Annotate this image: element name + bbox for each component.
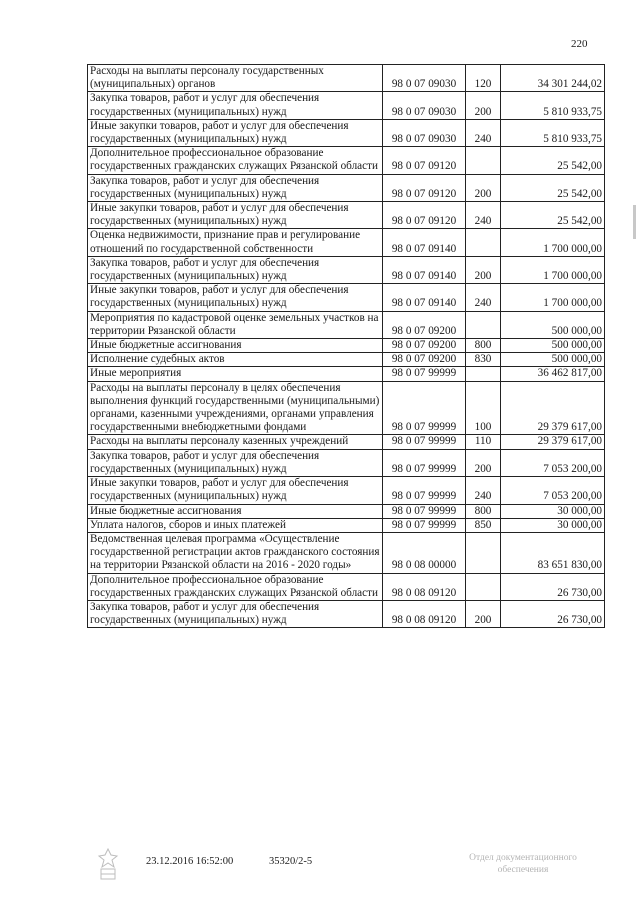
row-code: 98 0 07 99999 xyxy=(383,504,466,518)
row-code: 98 0 07 09030 xyxy=(383,65,466,92)
row-sum: 1 700 000,00 xyxy=(501,256,605,283)
row-sum: 30 000,00 xyxy=(501,504,605,518)
row-expense-type: 200 xyxy=(466,449,501,476)
row-sum: 25 542,00 xyxy=(501,174,605,201)
row-expense-type xyxy=(466,229,501,256)
stamp-line: Отдел документационного xyxy=(469,853,577,863)
row-code: 98 0 07 99999 xyxy=(383,435,466,449)
page-number: 220 xyxy=(571,38,588,50)
stamp-line: обеспечения xyxy=(497,865,549,875)
row-sum: 26 730,00 xyxy=(501,600,605,627)
row-sum: 29 379 617,00 xyxy=(501,435,605,449)
row-code: 98 0 07 09120 xyxy=(383,147,466,174)
table-row xyxy=(88,504,605,518)
row-code: 98 0 07 99999 xyxy=(383,518,466,532)
row-sum: 1 700 000,00 xyxy=(501,284,605,311)
row-name: Закупка товаров, работ и услуг для обеспечения государственных (муниципальных) нужд xyxy=(88,600,383,627)
row-name: Ведомственная целевая программа «Осуществление государственной регистрации актов гражданского состояния на территории Рязанской области на 2016 - 2020 годы» xyxy=(88,532,383,573)
row-expense-type: 240 xyxy=(466,284,501,311)
row-code: 98 0 07 09140 xyxy=(383,229,466,256)
budget-table xyxy=(87,64,605,628)
row-sum: 500 000,00 xyxy=(501,353,605,367)
table-row xyxy=(88,435,605,449)
row-code: 98 0 07 09120 xyxy=(383,174,466,201)
row-expense-type: 850 xyxy=(466,518,501,532)
table-row xyxy=(88,311,605,338)
footer-stamp xyxy=(448,852,598,876)
row-name: Закупка товаров, работ и услуг для обеспечения государственных (муниципальных) нужд xyxy=(88,92,383,119)
row-expense-type: 200 xyxy=(466,600,501,627)
row-name: Дополнительное профессиональное образование государственных гражданских служащих Рязанской области xyxy=(88,147,383,174)
row-sum: 500 000,00 xyxy=(501,339,605,353)
row-expense-type: 200 xyxy=(466,256,501,283)
table-row xyxy=(88,518,605,532)
table-row xyxy=(88,119,605,146)
table-row xyxy=(88,449,605,476)
row-sum: 7 053 200,00 xyxy=(501,477,605,504)
row-code: 98 0 07 99999 xyxy=(383,477,466,504)
row-expense-type: 800 xyxy=(466,339,501,353)
table-row xyxy=(88,381,605,435)
row-code: 98 0 08 00000 xyxy=(383,532,466,573)
row-code: 98 0 07 09140 xyxy=(383,256,466,283)
row-expense-type xyxy=(466,311,501,338)
row-sum: 26 730,00 xyxy=(501,573,605,600)
row-code: 98 0 08 09120 xyxy=(383,573,466,600)
row-name: Расходы на выплаты персоналу в целях обеспечения выполнения функций государственными (муниципальными) органами, казенными учреждениями, органами управления государственными внебюджетными фондами xyxy=(88,381,383,435)
row-expense-type xyxy=(466,573,501,600)
row-name: Иные бюджетные ассигнования xyxy=(88,504,383,518)
row-expense-type: 800 xyxy=(466,504,501,518)
row-name: Закупка товаров, работ и услуг для обеспечения государственных (муниципальных) нужд xyxy=(88,256,383,283)
row-code: 98 0 07 09030 xyxy=(383,92,466,119)
row-sum: 29 379 617,00 xyxy=(501,381,605,435)
row-expense-type: 200 xyxy=(466,92,501,119)
row-expense-type: 200 xyxy=(466,174,501,201)
row-sum: 34 301 244,02 xyxy=(501,65,605,92)
row-name: Уплата налогов, сборов и иных платежей xyxy=(88,518,383,532)
footer-date: 23.12.2016 16:52:00 xyxy=(146,856,234,867)
row-name: Закупка товаров, работ и услуг для обеспечения государственных (муниципальных) нужд xyxy=(88,174,383,201)
row-sum: 1 700 000,00 xyxy=(501,229,605,256)
budget-table-body xyxy=(88,65,605,628)
row-sum: 30 000,00 xyxy=(501,518,605,532)
row-expense-type: 240 xyxy=(466,477,501,504)
row-name: Иные бюджетные ассигнования xyxy=(88,339,383,353)
row-expense-type: 830 xyxy=(466,353,501,367)
row-sum: 83 651 830,00 xyxy=(501,532,605,573)
row-name: Иные закупки товаров, работ и услуг для обеспечения государственных (муниципальных) нужд xyxy=(88,119,383,146)
coat-of-arms-icon xyxy=(95,847,121,883)
table-row xyxy=(88,367,605,381)
table-row xyxy=(88,477,605,504)
row-name: Мероприятия по кадастровой оценке земельных участков на территории Рязанской области xyxy=(88,311,383,338)
row-name: Иные мероприятия xyxy=(88,367,383,381)
row-expense-type: 110 xyxy=(466,435,501,449)
row-expense-type: 100 xyxy=(466,381,501,435)
row-name: Оценка недвижимости, признание прав и регулирование отношений по государственной собственности xyxy=(88,229,383,256)
row-sum: 5 810 933,75 xyxy=(501,119,605,146)
table-row xyxy=(88,353,605,367)
row-name: Закупка товаров, работ и услуг для обеспечения государственных (муниципальных) нужд xyxy=(88,449,383,476)
row-name: Расходы на выплаты персоналу государственных (муниципальных) органов xyxy=(88,65,383,92)
table-row xyxy=(88,65,605,92)
table-row xyxy=(88,229,605,256)
table-row xyxy=(88,573,605,600)
table-row xyxy=(88,174,605,201)
row-code: 98 0 07 09030 xyxy=(383,119,466,146)
row-code: 98 0 07 99999 xyxy=(383,449,466,476)
row-code: 98 0 07 99999 xyxy=(383,367,466,381)
row-sum: 25 542,00 xyxy=(501,147,605,174)
row-name: Иные закупки товаров, работ и услуг для обеспечения государственных (муниципальных) нужд xyxy=(88,202,383,229)
row-code: 98 0 07 09140 xyxy=(383,284,466,311)
row-code: 98 0 07 09200 xyxy=(383,311,466,338)
row-name: Иные закупки товаров, работ и услуг для обеспечения государственных (муниципальных) нужд xyxy=(88,477,383,504)
footer-document-id: 35320/2-5 xyxy=(269,856,313,867)
row-expense-type xyxy=(466,532,501,573)
row-expense-type xyxy=(466,367,501,381)
table-row xyxy=(88,147,605,174)
row-sum: 25 542,00 xyxy=(501,202,605,229)
table-row xyxy=(88,339,605,353)
row-code: 98 0 07 09120 xyxy=(383,202,466,229)
row-code: 98 0 07 09200 xyxy=(383,339,466,353)
row-sum: 5 810 933,75 xyxy=(501,92,605,119)
row-name: Расходы на выплаты персоналу казенных учреждений xyxy=(88,435,383,449)
table-row xyxy=(88,202,605,229)
row-expense-type: 240 xyxy=(466,202,501,229)
row-expense-type: 120 xyxy=(466,65,501,92)
row-expense-type: 240 xyxy=(466,119,501,146)
row-name: Иные закупки товаров, работ и услуг для обеспечения государственных (муниципальных) нужд xyxy=(88,284,383,311)
row-sum: 36 462 817,00 xyxy=(501,367,605,381)
row-expense-type xyxy=(466,147,501,174)
row-sum: 500 000,00 xyxy=(501,311,605,338)
row-name: Дополнительное профессиональное образование государственных гражданских служащих Рязанской области xyxy=(88,573,383,600)
scan-edge-mark xyxy=(633,205,636,239)
table-row xyxy=(88,256,605,283)
row-code: 98 0 07 99999 xyxy=(383,381,466,435)
row-code: 98 0 08 09120 xyxy=(383,600,466,627)
table-row xyxy=(88,532,605,573)
row-name: Исполнение судебных актов xyxy=(88,353,383,367)
table-row xyxy=(88,92,605,119)
row-code: 98 0 07 09200 xyxy=(383,353,466,367)
row-sum: 7 053 200,00 xyxy=(501,449,605,476)
table-row xyxy=(88,600,605,627)
table-row xyxy=(88,284,605,311)
